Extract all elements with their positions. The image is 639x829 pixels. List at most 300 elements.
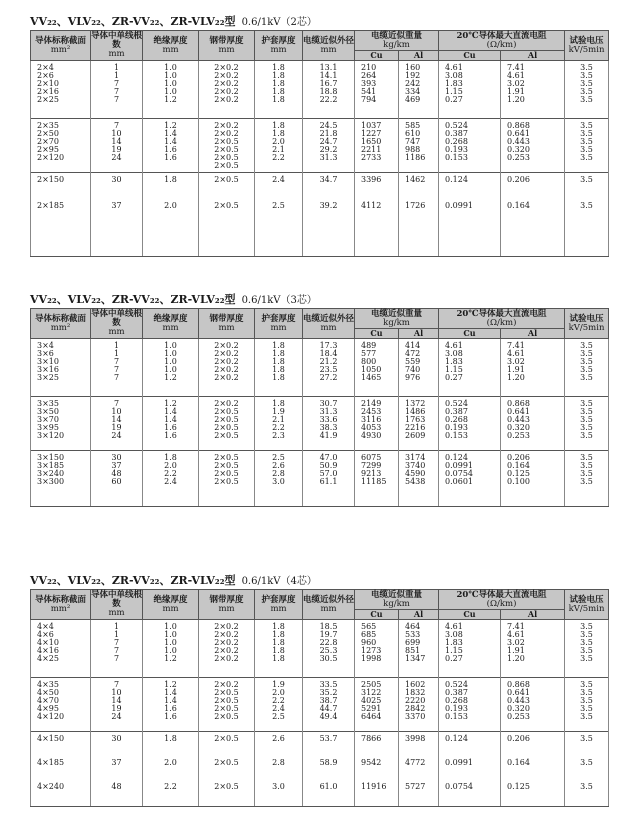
cell-value: 0.0991 [445, 201, 474, 210]
cell-value: 33.6 [319, 415, 338, 424]
cell-od [303, 678, 355, 732]
cell-value: 2.2 [272, 423, 285, 432]
cell-value: 1.8 [272, 638, 285, 647]
header-unit: mm [320, 322, 337, 333]
cell-value: 577 [361, 349, 377, 358]
table-row-group [31, 732, 609, 807]
header-unit: kg/km [383, 598, 410, 609]
cell-value: 1.8 [272, 630, 285, 639]
cell-value: 29.2 [319, 145, 338, 154]
cell-value: 47.0 [319, 453, 338, 462]
cell-sheath [255, 678, 303, 732]
cell-r_cu [439, 678, 501, 732]
cell-value: 7 [113, 79, 120, 88]
cell-value: 3370 [405, 712, 426, 721]
cell-value: 0.27 [445, 654, 463, 663]
cell-value: 21.8 [319, 129, 338, 138]
cell-value: 39.2 [319, 201, 338, 210]
header-strands [91, 590, 143, 620]
header-weight [355, 31, 439, 51]
header-resistance [439, 31, 565, 51]
header-section [31, 590, 91, 620]
cell-value: 2×0.2 [214, 638, 239, 647]
table-title [30, 573, 608, 589]
cell-value: 1.8 [272, 95, 285, 104]
cell-value: 4112 [361, 201, 382, 210]
cell-value: 2.8 [272, 758, 285, 767]
cell-value: 1050 [361, 365, 382, 374]
cell-value: 559 [405, 357, 421, 366]
header-label: 护套厚度 [261, 313, 296, 324]
cell-value: 2×6 [37, 71, 54, 80]
cell-w_cu [355, 678, 399, 732]
cell-value: 24 [111, 712, 122, 721]
cell-value: 2×0.5 [214, 407, 239, 416]
table-row-group [31, 119, 609, 173]
cell-value: 2×0.2 [214, 87, 239, 96]
cell-value: 1.2 [164, 95, 177, 104]
cell-value: 2×10 [37, 79, 59, 88]
cell-r_cu [439, 339, 501, 397]
cell-tape [199, 119, 255, 173]
header-unit: mm [270, 44, 287, 55]
cell-value: 48 [111, 782, 122, 791]
cell-value: 2×0.2 [214, 399, 239, 408]
cell-value: 4930 [361, 431, 382, 440]
cell-value: 0.27 [445, 95, 463, 104]
cell-value: 264 [361, 71, 377, 80]
cell-value: 27.2 [319, 373, 338, 382]
header-unit: (Ω/km) [486, 598, 517, 609]
cell-value: 2×0.5 [214, 431, 239, 440]
cell-value: 4053 [361, 423, 382, 432]
header-test [565, 31, 609, 61]
cell-value: 0.253 [507, 712, 530, 721]
cell-value: 0.320 [507, 423, 530, 432]
cable-spec-table [30, 30, 609, 257]
cell-value: 0.153 [445, 712, 468, 721]
header-unit: mm [270, 603, 287, 614]
cell-value: 1.4 [164, 688, 177, 697]
cell-value: 0.206 [507, 734, 530, 743]
cell-value: 1 [113, 622, 120, 631]
cell-value: 1.8 [272, 654, 285, 663]
cell-r_al [501, 173, 565, 257]
cell-value: 1 [113, 341, 120, 350]
cell-value: 53.7 [319, 734, 338, 743]
cell-value: 2×0.2 [214, 129, 239, 138]
header-weight [355, 309, 439, 329]
cell-value: 0.124 [445, 734, 468, 743]
cell-value: 0.0754 [445, 782, 474, 791]
cell-value: 3×35 [37, 399, 59, 408]
cell-value: 1465 [361, 373, 382, 382]
header-unit: mm [218, 603, 235, 614]
cell-value: 2×0.5 [214, 734, 239, 743]
cell-section [31, 732, 91, 807]
header-label: 钢带厚度 [209, 35, 244, 46]
cell-value: 699 [405, 638, 421, 647]
cell-value: 4×10 [37, 638, 59, 647]
cell-value: 30.7 [319, 399, 338, 408]
cell-value: 7 [113, 680, 120, 689]
cell-value: 2.0 [164, 461, 177, 470]
cell-value: 2×0.2 [214, 630, 239, 639]
cell-strands [91, 397, 143, 451]
cell-value: 2733 [361, 153, 382, 162]
cell-sheath [255, 732, 303, 807]
cell-value: 2×0.2 [214, 95, 239, 104]
cell-value: 19 [111, 423, 122, 432]
cell-value: 1.8 [272, 87, 285, 96]
cell-value: 3×70 [37, 415, 59, 424]
cell-w_al [399, 119, 439, 173]
cell-value: 2×0.2 [214, 63, 239, 72]
cell-r_cu [439, 732, 501, 807]
header-label: 导体标称截面 [34, 594, 86, 605]
cell-r_al [501, 620, 565, 678]
cell-value: 1.0 [164, 365, 177, 374]
cell-value: 2×25 [37, 95, 59, 104]
cell-value: 1602 [405, 680, 426, 689]
header-label: 试验电压 [569, 594, 604, 605]
cell-value: 24.5 [319, 121, 338, 130]
cell-w_cu [355, 119, 399, 173]
cell-value: 0.868 [507, 680, 530, 689]
cell-value: 2×0.2 [214, 349, 239, 358]
cell-value: 1.8 [272, 357, 285, 366]
cell-value: 1186 [405, 153, 426, 162]
cell-value: 33.5 [319, 680, 338, 689]
cell-value: 0.320 [507, 704, 530, 713]
cell-insulation [143, 339, 199, 397]
header-unit: mm [108, 327, 125, 337]
cell-od [303, 397, 355, 451]
cell-sheath [255, 451, 303, 507]
cell-value: 2×35 [37, 121, 59, 130]
cell-value: 0.524 [445, 121, 468, 130]
cell-value: 3×95 [37, 423, 59, 432]
header-strands [91, 31, 143, 61]
cell-value: 18.8 [319, 87, 338, 96]
cell-value: 2×0.5 [214, 145, 239, 154]
cell-value: 7.41 [507, 63, 525, 72]
cell-value: 3.5 [580, 129, 593, 138]
header-sub-cu: Cu [439, 329, 501, 339]
cell-value: 1.4 [164, 129, 177, 138]
cell-value: 2×185 [37, 201, 65, 210]
cell-value: 0.124 [445, 175, 468, 184]
cell-value: 4×25 [37, 654, 59, 663]
cell-value: 3.0 [272, 477, 285, 486]
cell-value: 1372 [405, 399, 426, 408]
cell-value: 10 [111, 407, 122, 416]
cell-value: 2×0.5 [214, 712, 239, 721]
cell-sheath [255, 61, 303, 119]
table-title-voltage: 0.6/1kV（4芯） [241, 576, 317, 587]
cell-value: 0.153 [445, 153, 468, 162]
cell-value: 3.5 [580, 712, 593, 721]
cell-value: 1.83 [445, 638, 463, 647]
cell-value: 11185 [361, 477, 387, 486]
cell-value: 1347 [405, 654, 426, 663]
cell-value: 1.8 [272, 622, 285, 631]
cell-value: 10 [111, 688, 122, 697]
cell-value: 37 [111, 201, 122, 210]
cell-tape [199, 397, 255, 451]
header-label: 电缆近似外径 [303, 35, 355, 46]
cell-value: 3.02 [507, 79, 525, 88]
cell-value: 541 [361, 87, 377, 96]
cell-value: 6075 [361, 453, 382, 462]
cell-value: 3.5 [580, 415, 593, 424]
header-unit: mm [218, 322, 235, 333]
cell-test [565, 339, 609, 397]
cell-value: 38.7 [319, 696, 338, 705]
cell-value: 1763 [405, 415, 426, 424]
cell-r_cu [439, 61, 501, 119]
cell-value: 2×0.2 [214, 622, 239, 631]
cell-strands [91, 119, 143, 173]
cell-section [31, 620, 91, 678]
cell-value: 11916 [361, 782, 387, 791]
table-row-group [31, 397, 609, 451]
cell-value: 3.5 [580, 407, 593, 416]
header-sub-al: Al [501, 51, 565, 61]
cell-value: 2216 [405, 423, 426, 432]
header-resistance [439, 309, 565, 329]
cell-value: 2×0.2 [214, 79, 239, 88]
cell-value: 3998 [405, 734, 426, 743]
cell-value: 1.0 [164, 638, 177, 647]
cell-value: 2149 [361, 399, 382, 408]
cell-r_cu [439, 451, 501, 507]
table-title-voltage: 0.6/1kV（2芯） [241, 17, 317, 28]
header-label: 护套厚度 [261, 594, 296, 605]
cell-value: 7 [113, 399, 120, 408]
cell-value: 4×95 [37, 704, 59, 713]
cell-value: 4.61 [507, 630, 525, 639]
cell-value: 1037 [361, 121, 382, 130]
table-title-model: VV₂₂、VLV₂₂、ZR-VV₂₂、ZR-VLV₂₂型 [30, 15, 236, 28]
cell-value: 1.6 [164, 712, 177, 721]
cell-value: 7 [113, 121, 120, 130]
cell-value: 0.641 [507, 129, 530, 138]
cell-value: 1273 [361, 646, 382, 655]
cell-od [303, 451, 355, 507]
header-resistance [439, 590, 565, 610]
cell-strands [91, 451, 143, 507]
cell-value: 2×0.5 [214, 161, 239, 170]
cell-w_al [399, 339, 439, 397]
cell-value: 2×0.2 [214, 121, 239, 130]
cell-value: 2×0.2 [214, 646, 239, 655]
cell-value: 3.02 [507, 638, 525, 647]
cell-value: 1.15 [445, 365, 463, 374]
header-label: 导体中单线根数 [91, 309, 143, 328]
cell-od [303, 61, 355, 119]
cell-section [31, 678, 91, 732]
cell-value: 334 [405, 87, 421, 96]
cell-value: 1.8 [272, 646, 285, 655]
cell-insulation [143, 732, 199, 807]
cell-value: 2211 [361, 145, 382, 154]
cell-value: 1726 [405, 201, 426, 210]
cell-od [303, 339, 355, 397]
cell-value: 1.0 [164, 622, 177, 631]
header-label: 电缆近似重量 [371, 308, 423, 319]
cell-value: 1227 [361, 129, 382, 138]
cell-value: 2.4 [272, 175, 285, 184]
cell-value: 1.91 [507, 365, 525, 374]
cell-strands [91, 173, 143, 257]
cell-value: 2609 [405, 431, 426, 440]
cell-value: 2.0 [272, 137, 285, 146]
table-title [30, 14, 608, 30]
cell-value: 242 [405, 79, 421, 88]
cell-value: 1.0 [164, 341, 177, 350]
cell-insulation [143, 119, 199, 173]
cell-value: 3.5 [580, 121, 593, 130]
cell-value: 2.2 [272, 696, 285, 705]
cell-w_cu [355, 732, 399, 807]
cell-value: 7 [113, 95, 120, 104]
cell-value: 4772 [405, 758, 426, 767]
cell-value: 1.0 [164, 357, 177, 366]
cell-value: 0.27 [445, 373, 463, 382]
cell-value: 2.1 [272, 415, 285, 424]
header-unit: kg/km [383, 317, 410, 328]
cell-value: 1486 [405, 407, 426, 416]
cell-r_al [501, 732, 565, 807]
cell-value: 3.5 [580, 734, 593, 743]
cell-test [565, 451, 609, 507]
cell-r_al [501, 339, 565, 397]
cell-value: 0.193 [445, 704, 468, 713]
header-label: 20℃导体最大直流电阻 [456, 589, 547, 600]
cell-value: 0.253 [507, 431, 530, 440]
cell-value: 2×0.5 [214, 453, 239, 462]
cell-value: 0.524 [445, 680, 468, 689]
header-label: 钢带厚度 [209, 594, 244, 605]
table-title-model: VV₂₂、VLV₂₂、ZR-VV₂₂、ZR-VLV₂₂型 [30, 574, 236, 587]
cell-w_al [399, 173, 439, 257]
cell-value: 1.4 [164, 696, 177, 705]
cell-value: 2×120 [37, 153, 65, 162]
header-sub-cu: Cu [355, 329, 399, 339]
cell-od [303, 173, 355, 257]
cell-value: 3.5 [580, 79, 593, 88]
cell-value: 1.2 [164, 373, 177, 382]
cell-value: 4×50 [37, 688, 59, 697]
header-test [565, 590, 609, 620]
cell-value: 2×0.5 [214, 415, 239, 424]
cell-value: 1832 [405, 688, 426, 697]
cell-value: 0.206 [507, 453, 530, 462]
cell-value: 57.0 [319, 469, 338, 478]
cell-value: 18.4 [319, 349, 338, 358]
cell-value: 2.4 [164, 477, 177, 486]
cell-strands [91, 678, 143, 732]
cell-value: 30 [111, 734, 122, 743]
cell-value: 3×10 [37, 357, 59, 366]
cell-value: 1.9 [272, 407, 285, 416]
cell-section [31, 173, 91, 257]
cell-value: 3.5 [580, 622, 593, 631]
cell-r_cu [439, 620, 501, 678]
cell-test [565, 61, 609, 119]
cell-insulation [143, 61, 199, 119]
cell-value: 3.5 [580, 688, 593, 697]
cell-section [31, 339, 91, 397]
cell-value: 1998 [361, 654, 382, 663]
cell-value: 0.193 [445, 145, 468, 154]
cell-value: 2.0 [164, 201, 177, 210]
cell-value: 1.91 [507, 87, 525, 96]
cell-value: 1.8 [272, 341, 285, 350]
cell-value: 2.6 [272, 461, 285, 470]
cell-value: 0.268 [445, 137, 468, 146]
cell-value: 0.387 [445, 129, 468, 138]
cell-value: 3.5 [580, 646, 593, 655]
cell-value: 50.9 [319, 461, 338, 470]
table-row-group [31, 339, 609, 397]
header-label: 绝缘厚度 [153, 594, 188, 605]
cell-value: 3122 [361, 688, 382, 697]
header-unit: mm [108, 49, 125, 59]
cell-w_al [399, 397, 439, 451]
cell-value: 44.7 [319, 704, 338, 713]
cell-w_cu [355, 620, 399, 678]
cell-value: 1.20 [507, 95, 525, 104]
table-title-model: VV₂₂、VLV₂₂、ZR-VV₂₂、ZR-VLV₂₂型 [30, 293, 236, 306]
table-title-voltage: 0.6/1kV（3芯） [241, 295, 317, 306]
cell-value: 7 [113, 87, 120, 96]
cell-value: 1.0 [164, 630, 177, 639]
cell-value: 1.0 [164, 87, 177, 96]
cell-value: 3×6 [37, 349, 54, 358]
cell-value: 2×0.2 [214, 365, 239, 374]
cell-test [565, 678, 609, 732]
cell-value: 2×0.2 [214, 654, 239, 663]
cell-value: 9213 [361, 469, 382, 478]
cell-value: 6464 [361, 712, 382, 721]
cell-value: 3×4 [37, 341, 54, 350]
cell-sheath [255, 173, 303, 257]
cell-value: 23.5 [319, 365, 338, 374]
cell-value: 2.3 [272, 431, 285, 440]
cell-w_cu [355, 397, 399, 451]
cell-value: 0.320 [507, 145, 530, 154]
cell-value: 2×0.2 [214, 373, 239, 382]
cell-value: 17.3 [319, 341, 338, 350]
cell-r_cu [439, 397, 501, 451]
cell-value: 0.387 [445, 407, 468, 416]
cell-value: 14.1 [319, 71, 338, 80]
cell-insulation [143, 620, 199, 678]
cell-value: 3×150 [37, 453, 65, 462]
header-sub-al: Al [399, 51, 439, 61]
cell-value: 1650 [361, 137, 382, 146]
cell-value: 0.387 [445, 688, 468, 697]
cell-value: 14 [111, 137, 122, 146]
cell-od [303, 732, 355, 807]
cell-value: 585 [405, 121, 421, 130]
cell-value: 7 [113, 373, 120, 382]
cell-value: 3.5 [580, 357, 593, 366]
cell-insulation [143, 451, 199, 507]
cell-value: 5438 [405, 477, 426, 486]
